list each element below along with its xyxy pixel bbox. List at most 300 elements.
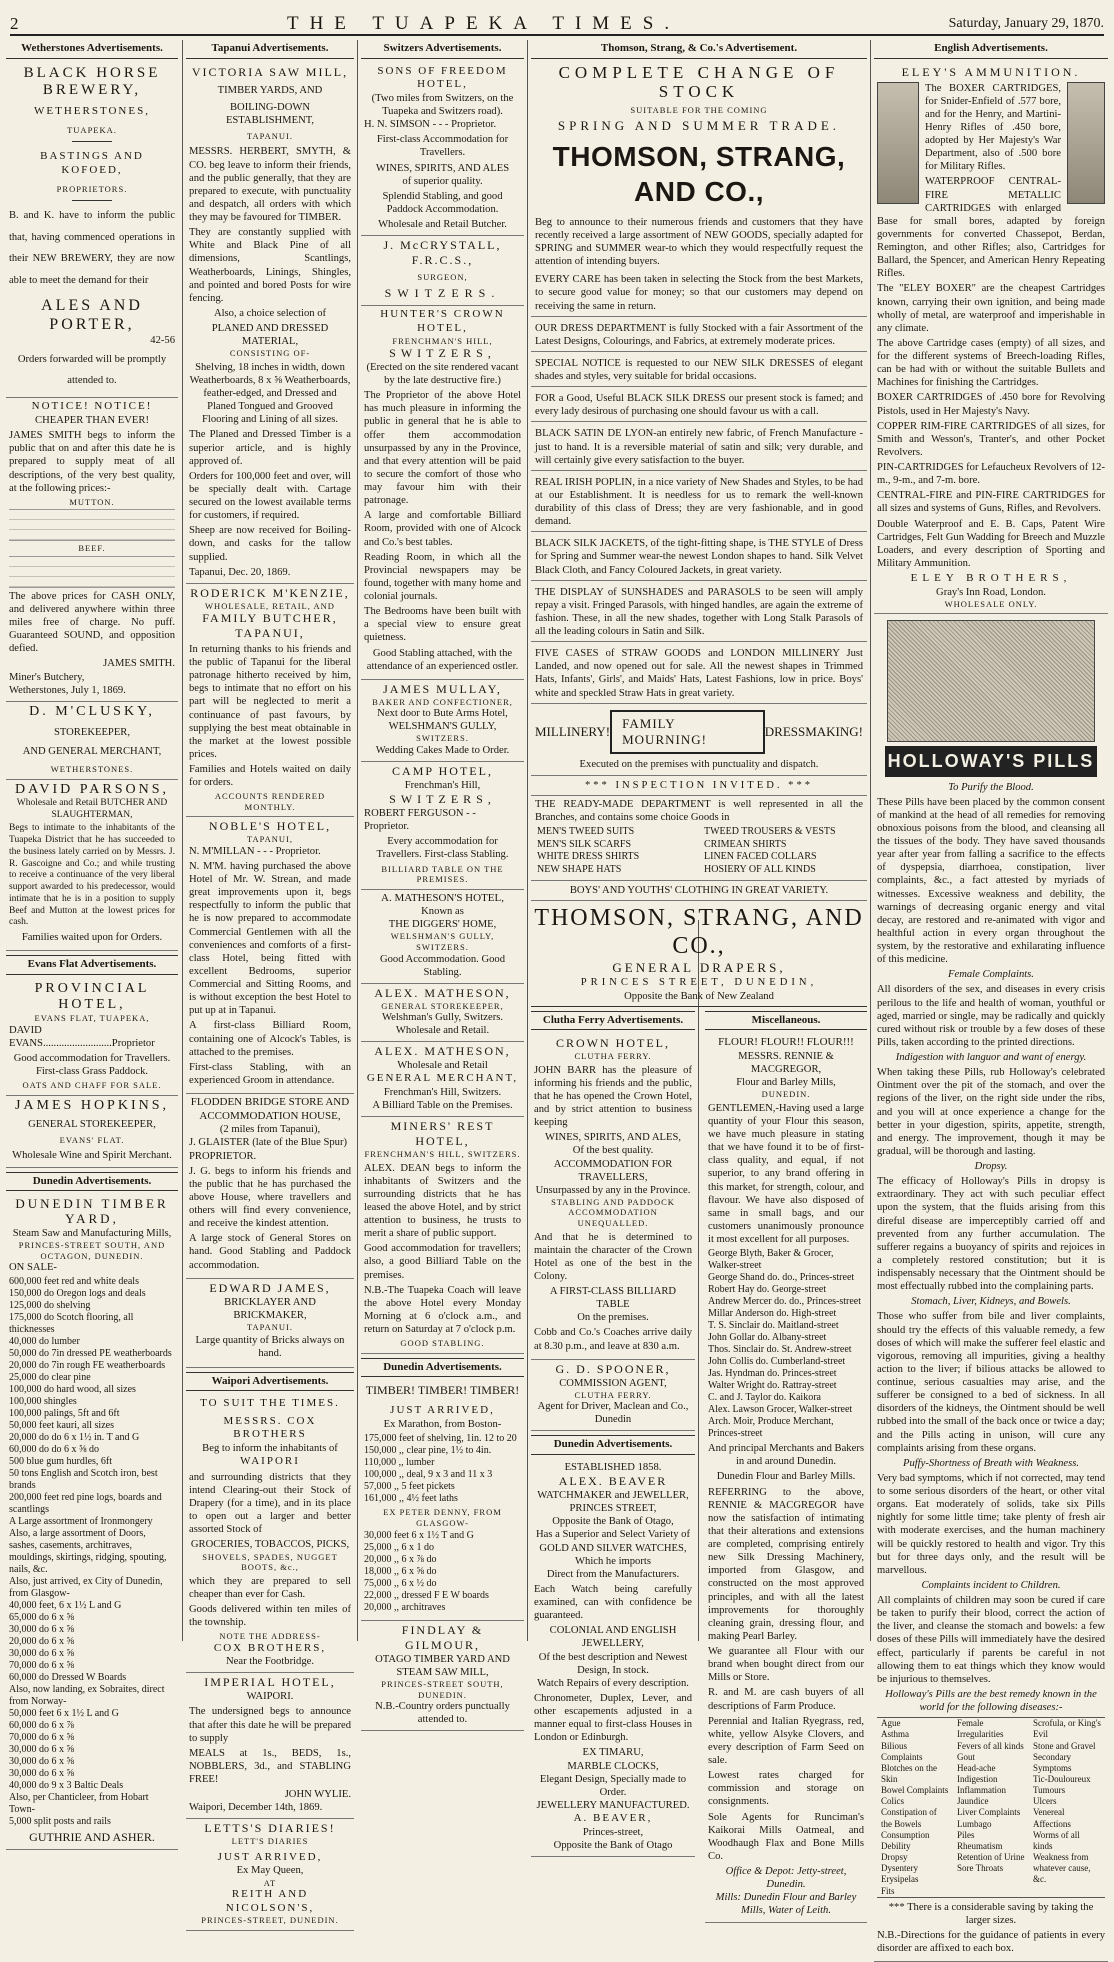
list-item: WHITE DRESS SHIRTS <box>537 851 640 863</box>
ad-place: TAPANUI. <box>247 130 293 141</box>
ad-role: GENERAL STOREKEEPER, <box>28 1118 156 1130</box>
ad-arr: JUST ARRIVED, <box>217 1850 323 1863</box>
ailments-col <box>877 1718 953 1897</box>
list-item: Head-ache <box>957 1762 996 1773</box>
section-header: Dunedin Advertisements. <box>361 1358 524 1378</box>
list-item: Also, a large assortment of Doors, sashes, casements, architraves, mouldings, skirtings, ridging, spouting, nails, &c. <box>9 1528 167 1576</box>
list-item: 100,000 do hard wood, all sizes <box>9 1384 136 1396</box>
list-item: Jas. Hyndman do. Princes-street <box>708 1368 837 1380</box>
ad-place: EVANS' FLAT. <box>59 1134 125 1145</box>
ad-title: DAVID PARSONS, <box>14 781 170 797</box>
list-item: Asthma <box>881 1729 909 1740</box>
ad-body: They are constantly supplied with White and Black Pine of all dimensions, Scantlings, Weatherboards, Linings, Shingles, and pointed and bored Posts for wire fencing. <box>189 227 351 304</box>
service-dressmaking: DRESSMAKING! <box>764 723 863 739</box>
service-mourning: FAMILY MOURNING! <box>610 710 765 754</box>
ad-body: Watch Repairs of every description. <box>537 1677 689 1689</box>
ad-tail: ACCOUNTS RENDERED MONTHLY. <box>214 791 326 812</box>
list-item: 175,000 feet of shelving, 1in. 12 to 20 <box>364 1432 517 1444</box>
ad-body: Sole Agents for Runciman's Kaikorai Mills Oatmeal, and Woodhaugh Flax and Bone Mills Co. <box>708 1811 864 1862</box>
list-item: Also, now landing, ex Sobraites, direct from Norway- <box>9 1684 165 1708</box>
list-item: Ulcers <box>1033 1796 1057 1807</box>
ad-title: SONS OF FREEDOM HOTEL, <box>377 64 508 91</box>
list-item: 30,000 do 6 x ⅝ <box>9 1624 74 1636</box>
ad-head: FLOUR! FLOUR!! FLOUR!!! <box>718 1036 854 1049</box>
ad-dated: Wetherstones, July 1, 1869. <box>9 684 126 696</box>
list-item: 5,000 split posts and rails <box>9 1816 111 1828</box>
ad-role: WATCHMAKER and JEWELLER, <box>537 1490 689 1502</box>
list-item: Lumbago <box>957 1818 992 1829</box>
ad-body: REFERRING to the above, RENNIE & MACGREGOR have now the satisfaction of intimating that their alterations and extensions are completed, comprising entirely new Silk Dressing Machinery, imported from Glasgow, and constructed on the most approved principles, and with all the latest improvements for thoroughly cleaning grain, dressing flour, and making Pearl Barley. <box>708 1486 864 1642</box>
ad-owner: J. GLAISTER (late of the Blue Spur) PROPRIETOR. <box>189 1137 347 1162</box>
ad-body: ALEX. DEAN begs to inform the inhabitants of Switzers and the surrounding districts that he has leased the above Hotel, and by strict attention to business, he trusts to merit a share of public support. <box>364 1162 521 1240</box>
ad-addr: Opposite the Bank of Otago <box>553 1839 673 1851</box>
list-item: Arch. Moir, Produce Merchant, Princes-street <box>708 1416 834 1440</box>
ad-body: Of the best quality. <box>572 1145 654 1157</box>
ad-place: SWITZERS, <box>389 346 496 361</box>
section-header: Miscellaneous. <box>705 1011 867 1031</box>
list-item: Robert Hay do. George-street <box>708 1284 827 1296</box>
ad-place: SWITZERS, <box>389 792 496 807</box>
list-item: Debility <box>881 1840 911 1851</box>
ad-subhead: Complaints incident to Children. <box>921 1579 1061 1591</box>
paragraph: SPECIAL NOTICE is requested to our NEW SILK DRESSES of elegant shades and styles, very suitable for bridal occasions. <box>531 354 867 387</box>
paragraph: REAL IRISH POPLIN, in a nice variety of New Shades and Styles, to be had at our Establishment. It is needless for us to remark the well-known durability of this class of Dress; they are very fashionable, and in good demand. <box>531 473 867 533</box>
cartridge-box-illustration-icon <box>1067 82 1105 204</box>
ad-place: CLUTHA FERRY. <box>574 1051 652 1062</box>
ad-title: JAMES HOPKINS, <box>14 1097 170 1113</box>
ad-subhead: Stomach, Liver, Kidneys, and Bowels. <box>911 1296 1071 1308</box>
ad-firm: THOMSON, STRANG, AND CO., <box>552 141 846 208</box>
ad-orders: Orders forwarded will be promptly attended to. <box>17 354 167 387</box>
ad-place: CLUTHA FERRY. <box>574 1389 652 1400</box>
ad-ex: Ex May Queen, <box>236 1865 304 1877</box>
list-item: 125,000 do shelving <box>9 1300 91 1312</box>
list-item: HOSIERY OF ALL KINDS <box>704 863 816 875</box>
ad-body: Orders for 100,000 feet and over, will be specially dealt with. Cartage secured on the lowest available terms for customers, if required. <box>189 470 351 522</box>
ad-tail: Wholesale and Retail. <box>395 1025 490 1037</box>
column-english <box>874 40 1108 1955</box>
ad-title: CROWN HOTEL, <box>556 1036 670 1051</box>
ad-imperial-hotel <box>186 1673 354 1819</box>
section-header: Wetherstones Advertisements. <box>6 40 178 59</box>
ad-sub: (Two miles from Switzers, on the Tuapeka and Switzers road). <box>371 92 514 117</box>
ad-place: WETHERSTONES. <box>50 764 134 775</box>
ad-title: ALEX. BEAVER <box>558 1474 668 1489</box>
ad-nb: N.B.-Directions for the guidance of patients in every disorder are affixed to each box. <box>877 1929 1105 1955</box>
ad-mcclusky <box>6 702 178 780</box>
ad-note: NOTE THE ADDRESS- <box>219 1631 321 1642</box>
ad-body: Double Waterproof and E. B. Caps, Patent Wire Cartridges, Felt Gun Wadding for Breech and Muzzle Loaders, and every description of Sporting and Military Ammunition. <box>877 518 1105 569</box>
ad-body: The undersigned begs to announce that after this date he will be prepared to supply <box>189 1706 351 1744</box>
list-item: 50,000 do 7in dressed PE weatherboards <box>9 1348 172 1360</box>
ad-sub: Known as <box>421 906 464 918</box>
ad-title: ALEX. MATHESON, <box>374 1044 511 1059</box>
ad-black-horse-brewery <box>6 63 178 399</box>
list-item: 70,000 do 6 x ⅝ <box>9 1732 74 1744</box>
ad-title: A. MATHESON'S HOTEL, <box>381 891 504 904</box>
ad-whole: WHOLESALE ONLY. <box>944 598 1038 609</box>
list-item: LINEN FACED COLLARS <box>704 851 817 863</box>
ad-edward-james <box>186 1279 354 1368</box>
ad-body: Cobb and Co.'s Coaches arrive daily at 8.30 p.m., and leave at 830 a.m. <box>534 1327 692 1352</box>
ad-body: A large and comfortable Billiard Room, provided with one of Alcock and Co.'s best tables. <box>364 510 521 548</box>
ad-james-mullay <box>361 680 524 762</box>
list-item: 100,000 shingles <box>9 1396 77 1408</box>
ad-firm: THOMSON, STRANG, AND CO., <box>534 905 864 959</box>
ad-title: J. McCRYSTALL, F.R.C.S., <box>383 238 502 267</box>
menswear-grid <box>531 826 867 876</box>
ad-tail: Wedding Cakes Made to Order. <box>375 745 510 756</box>
ad-place: TAPANUI. <box>247 1321 293 1332</box>
ad-tail: Agent for Driver, Maclean and Co., Dunedin <box>537 1401 689 1426</box>
list-item: 65,000 do 6 x ⅝ <box>9 1612 74 1624</box>
list-item: Indigestion <box>957 1774 998 1784</box>
list-item: 110,000 ,, lumber <box>364 1456 435 1468</box>
ad-product: ALES AND PORTER, <box>41 297 143 333</box>
list-item: 50,000 feet kauri, all sizes <box>9 1420 114 1432</box>
ad-body: Good accommodation for travellers; also, a good Billiard Table on the premises. <box>364 1243 521 1281</box>
list-item: Female Irregularities <box>957 1718 1004 1740</box>
ad-body: which they are prepared to sell cheaper than ever for Cash. <box>189 1575 351 1600</box>
ad-tail: Wholesale Wine and Spirit Merchant. <box>12 1150 172 1162</box>
list-item: T. S. Sinclair do. Maitland-street <box>708 1320 839 1332</box>
list-item: TWEED TROUSERS & VESTS <box>704 826 836 838</box>
ad-body: of superior quality. <box>402 175 483 187</box>
list-item: Consumption <box>881 1829 930 1840</box>
list-item: 161,000 ,, 4½ feet laths <box>364 1492 458 1504</box>
list-item: 20,000 ,, architraves <box>364 1602 446 1614</box>
masthead <box>10 14 1104 36</box>
ad-at: AT <box>263 1877 277 1888</box>
ad-body: EX TIMARU, <box>582 1747 644 1759</box>
ad-place: DUNEDIN. <box>761 1089 811 1100</box>
ad-title: COX BROTHERS, <box>213 1641 327 1654</box>
ad-body: ACCOMMODATION FOR TRAVELLERS, <box>553 1158 673 1183</box>
testimonial-list <box>708 1248 864 1440</box>
ad-role: COMMISSION AGENT, <box>559 1377 667 1389</box>
ad-subhead: Indigestion with languor and want of energy. <box>895 1052 1087 1064</box>
ad-title: FLODDEN BRIDGE STORE AND ACCOMMODATION HOUSE, <box>190 1096 350 1122</box>
ad-sub: Frenchman's Hill, <box>404 780 481 791</box>
ad-owner: ROBERT FERGUSON - - Proprietor. <box>364 808 476 833</box>
list-item: 30,000 do 6 x ⅝ <box>9 1648 74 1660</box>
ad-body: Reading Room, in which all the Provincial newspapers may be found, together with many home and colonial journals. <box>364 551 521 603</box>
ad-tail: Families waited upon for Orders. <box>21 932 163 944</box>
price-table <box>9 556 175 588</box>
list-item: Thos. Sinclair do. St. Andrew-street <box>708 1344 852 1356</box>
section-header: Tapanui Advertisements. <box>186 40 354 59</box>
list-item: Secondary Symptoms <box>1033 1751 1072 1773</box>
ad-body: and surrounding districts that they intend Clearing-out their Stock of Drapery (for a time), and in its place to open out a larger and better assorted Stock of <box>189 1471 351 1536</box>
list-item: 40,000 feet, 6 x 1½ L and G <box>9 1600 122 1612</box>
ad-dated: Waipori, December 14th, 1869. <box>189 1802 323 1814</box>
list-item: Also, per Chanticleer, from Hobart Town- <box>9 1792 149 1816</box>
paragraph: EVERY CARE has been taken in selecting the Stock from the best Markets, to secure good value for money; so that our customers may depend on receiving the same in return. <box>531 270 867 316</box>
ad-body: Goods delivered within ten miles of the township. <box>189 1603 351 1629</box>
list-item: Inflammation <box>957 1785 1006 1796</box>
list-item: 40,000 do lumber <box>9 1336 80 1348</box>
ad-drapers: GENERAL DRAPERS, <box>612 960 786 976</box>
ad-sale: ON SALE- <box>9 1262 57 1274</box>
ad-body: WINES, SPIRITS, AND ALES <box>375 162 510 174</box>
ad-exec: Executed on the premises with punctuality and dispatch. <box>531 758 867 776</box>
ad-invite: *** INSPECTION INVITED. *** <box>531 776 867 796</box>
ad-list: Shelving, 18 inches in width, down Weatherboards, 8 x ⅝ Weatherboards, feather-edged, and Dressed and Planed Tongued and Grooved Flooring and Lining of all sizes. <box>189 361 351 426</box>
list-item: 30,000 do 6 x ⅝ <box>9 1756 74 1768</box>
ad-body: WINES, SPIRITS, AND ALES, <box>545 1132 681 1144</box>
ailments-col <box>953 1718 1029 1897</box>
ad-james-hopkins <box>6 1096 178 1168</box>
ad-title: PROVINCIAL HOTEL, <box>34 980 150 1013</box>
ad-body: The "ELEY BOXER" are the cheapest Cartridges known, carrying their own ignition, and being made wholly of metal, are waterproof and imperishable in any climate. <box>877 283 1105 334</box>
ad-sign: GUTHRIE AND ASHER. <box>29 1830 155 1845</box>
ad-body: Has a Superior and Select Variety of <box>536 1529 690 1541</box>
list-item: John Collis do. Cumberland-street <box>708 1356 846 1368</box>
ad-title: CAMP HOTEL, <box>392 764 493 779</box>
ad-body: The Bedrooms have been built with a special view to ensure great quietness. <box>364 606 521 644</box>
ad-place: SWITZERS. <box>384 286 501 301</box>
ad-tail: OATS AND CHAFF FOR SALE. <box>22 1080 162 1091</box>
ad-victoria-saw-mill <box>186 63 354 584</box>
ad-title: VICTORIA SAW MILL, <box>191 64 349 79</box>
ad-place: WELSHMAN'S GULLY, SWITZERS. <box>390 931 495 952</box>
ad-body: Families and Hotels waited on daily for orders. <box>189 764 351 789</box>
list-item: 60,000 do Dressed W Boards <box>9 1672 127 1684</box>
ad-body: Of the best description and Newest Design, In stock. <box>538 1651 688 1676</box>
ad-body: The above Cartridge cases (empty) of all sizes, and for the different systems of Breech-loading Rifles, can be had with or without the suitable Bullets and Machines for finishing the Cartridges. <box>877 337 1105 389</box>
ad-body: Lowest rates charged for commission and storage on consignments. <box>708 1770 864 1808</box>
ad-flodden-bridge <box>186 1094 354 1279</box>
ad-title: RODERICK M'KENZIE, <box>190 585 350 600</box>
list-item: Fevers of all kinds <box>957 1740 1024 1751</box>
ad-place: Welshman's Gully, Switzers. <box>381 1012 503 1024</box>
menswear-list-a <box>537 826 694 876</box>
ad-alex-beaver <box>531 1459 695 1857</box>
list-item: Bowel Complaints <box>881 1785 949 1796</box>
page-number: 2 <box>10 14 19 33</box>
column-wetherstones <box>6 40 178 1845</box>
ad-title: ELEY'S AMMUNITION. <box>901 64 1081 79</box>
ad-body: Very bad symptoms, which if not corrected, may tend to some serious disorders of the heart, or other vital organs. Eat moderately of solids, take six Pills nightly for some little time; take plenty of fresh air with moderate exercises, and the human machinery will be quickly restored to health and vigor. Try this but for three days only, and the result will be marvellous. <box>877 1472 1105 1576</box>
ad-tail: A Billiard Table on the Premises. <box>372 1100 513 1112</box>
ad-body: MARBLE CLOCKS, <box>567 1760 659 1772</box>
column-rule <box>182 40 183 1641</box>
section-header: Thomson, Strang, & Co.'s Advertisement. <box>531 40 867 59</box>
ad-miners-rest <box>361 1117 524 1353</box>
column-rule <box>870 40 871 1641</box>
ad-goods: SHOVELS, SPADES, NUGGET BOOTS, &c., <box>202 1551 338 1573</box>
list-item: Tic-Douloureux <box>1033 1774 1091 1784</box>
column-thomson-strang <box>531 40 867 1917</box>
ad-body: Which he imports <box>575 1555 651 1567</box>
ad-james-smith-butcher <box>6 398 178 701</box>
section-header: Evans Flat Advertisements. <box>6 955 178 975</box>
ad-ready: THE READY-MADE DEPARTMENT is well represented in all the Branches, and contains some choice Goods in <box>535 799 863 824</box>
ad-tail: BILLIARD TABLE ON THE PREMISES. <box>381 863 504 885</box>
list-item: 20,000 do 7in rough FE weatherboards <box>9 1360 166 1372</box>
list-item: Blotches on the Skin <box>881 1762 937 1784</box>
ad-body: MESSRS. HERBERT, SMYTH, & CO. beg leave to inform their friends, and the public generally, that they are prepared to execute, with punctuality and despatch, all orders with which they may be favoured for TIMBER. <box>189 146 351 224</box>
ad-near: Near the Footbridge. <box>226 1656 314 1668</box>
timber-list <box>364 1433 521 1505</box>
ad-cons: CONSISTING OF- <box>229 348 311 359</box>
ad-title: IMPERIAL HOTEL, <box>204 1675 336 1690</box>
section-header: Dunedin Advertisements. <box>6 1172 178 1192</box>
ad-subhead: Puffy-Shortness of Breath with Weakness. <box>902 1457 1080 1469</box>
section-header: Switzers Advertisements. <box>361 40 524 59</box>
ad-role: PROPRIETORS. <box>56 183 128 194</box>
paragraph: FIVE CASES of STRAW GOODS and LONDON MILLINERY Just Landed, and now opened out for sale. All the newest shapes in Trimmed Hats, Infants', Girls', and Maids' Hats, Latest Fashions, low in price. Boys' white and speckled Straw Hats in great variety. <box>531 644 867 704</box>
ad-body: The Proprietor of the above Hotel has much pleasure in informing the public in general that he is able to offer them accommodation unsurpassed by any in the Province, and that every attention will be paid to secure the comfort of those who may favour him with their patronage. <box>364 390 521 507</box>
list-item: Dysentery <box>881 1863 918 1874</box>
paragraph: THE DISPLAY of SUNSHADES and PARASOLS to be seen will amply repay a visit. Fringed Parasols, with hinged handles, are again the extreme of fashion. These, in all the new shades, together with Long Stalk Parasols of all the leading colours in Satin and Silk. <box>531 583 867 643</box>
ad-tail: The above prices for CASH ONLY, and delivered anywhere within three miles free of charge. No puff. Guaranteed SOUND, and opposition defied. <box>9 590 175 655</box>
ad-body: GENTLEMEN,-Having used a large quantity of your Flour this season, we have much pleasure in stating that we have found it to be of first-class quality, and equal, if not superior, to any brand offering in this market, for strength, colour, and flavour. We have also disposed of same in small bags, and our customers unanimously pronounce it most excellent for all purposes. <box>708 1102 864 1246</box>
list-item: Liver Complaints <box>957 1807 1021 1818</box>
ad-addr: Gray's Inn Road, London. <box>936 586 1046 598</box>
ad-body: And that he is determined to maintain the character of the Crown Hotel as one of the best in the Colony. <box>534 1231 692 1282</box>
column-tapanui <box>186 40 354 1926</box>
ad-body: Beg to inform the inhabitants of <box>202 1443 338 1455</box>
section-header: Dunedin Advertisements. <box>531 1435 695 1455</box>
list-item: 100,000 palings, 5ft and 6ft <box>9 1408 120 1420</box>
ad-body: On the premises. <box>577 1312 649 1324</box>
list-item: 150,000 do Oregon logs and deals <box>9 1288 146 1300</box>
ad-body: Good Stabling attached, with the attendance of an experienced ostler. <box>366 647 519 672</box>
list-item: 20,000 ,, 6 x ⅞ do <box>364 1554 437 1566</box>
ad-place: PRINCES-STREET SOUTH, DUNEDIN. <box>381 1679 504 1700</box>
list-item: 100,000 ,, deal, 9 x 3 and 11 x 3 <box>364 1468 493 1480</box>
ad-body: N. M'M. having purchased the above Hotel of Mr. W. Strean, and made great improvements upon it, begs respectfully to inform the public that he is now prepared to accommodate Commercial Gentlemen with all the conveniences and comforts of a first-class Hotel, being fitted with excellent Bedrooms, superior Commercial and Sitting Rooms, and is without exception the best Hotel to put up at in Tapanui. <box>189 860 351 1017</box>
ad-body: N.B.-The Tuapeka Coach will leave the above Hotel every Monday Morning at 6 o'clock a.m., and return on Saturday at 7 o'clock p.m. <box>364 1284 521 1336</box>
list-item: Weakness from whatever cause, &c. <box>1033 1852 1091 1885</box>
ad-role: Steam Saw and Manufacturing Mills, <box>12 1228 172 1240</box>
ad-body: Good accommodation for Travellers. First-class Grass Paddock. <box>13 1052 171 1078</box>
list-item: Venereal Affections <box>1033 1807 1071 1829</box>
divider <box>72 141 112 142</box>
ad-rennie-macgregor <box>705 1034 867 1922</box>
list-item: 60,000 do 6 x ⅞ <box>9 1720 74 1732</box>
list-item: A Large assortment of Ironmongery <box>9 1516 153 1528</box>
list-item: 70,000 do 6 x ⅝ <box>9 1660 74 1672</box>
ad-est: ESTABLISHED 1858. <box>564 1462 662 1474</box>
ad-owners: BASTINGS AND KOFOED, <box>40 150 144 176</box>
list-item: 30,000 feet 6 x 1½ T and G <box>364 1530 474 1542</box>
ad-body: Each Watch being carefully examined, can with confidence be guaranteed. <box>534 1583 692 1622</box>
list-item: 50,000 feet 6 x 1½ L and G <box>9 1708 119 1720</box>
list-item: Stone and Gravel <box>1033 1740 1096 1751</box>
ad-tail: Wholesale and Retail Butcher. <box>378 219 507 230</box>
ad-title: DUNEDIN TIMBER YARD, <box>15 1196 169 1227</box>
ad-office: Office & Depot: Jetty-street, Dunedin. <box>725 1866 847 1891</box>
list-item: 200,000 feet red pine logs, boards and scantlings <box>9 1492 162 1516</box>
ad-arr: JUST ARRIVED, <box>390 1404 495 1417</box>
engraving-illustration-icon <box>887 620 1095 742</box>
list-item: Retention of Urine <box>957 1852 1025 1863</box>
ad-title: LETTS'S DIARIES! <box>204 1821 336 1836</box>
list-item: Erysipelas <box>881 1874 919 1885</box>
ad-body: MEALS at 1s., BEDS, 1s., NOBBLERS, 3d., and STABLING FREE! <box>189 1747 351 1786</box>
list-item: Rheumatism <box>957 1840 1003 1851</box>
ad-role: Flour and Barley Mills, <box>736 1077 836 1089</box>
ad-body: All complaints of children may soon be cured if care be taken to purify their blood, correct the action of the liver, and cleanse the stomach and bowels: a few doses of these Pills will immediately have the desired effect, particularly if parents be careful in not allowing them to eat things which they know would be injurious to themselves. <box>877 1595 1105 1685</box>
ad-body: First-class Stabling, with an experienced Groom in attendance. <box>189 1061 351 1086</box>
ad-head: TO SUIT THE TIMES. <box>200 1397 340 1410</box>
ad-headline: COMPLETE CHANGE OF STOCK <box>558 62 840 102</box>
ad-body: All disorders of the sex, and diseases in every crisis perilous to the life and health of woman, youthful or aged, married or single, may be radically and quickly cured without risk or trouble by a few doses of these Pills, taken according to the printed directions. <box>877 984 1105 1048</box>
ad-roderick-mckenzie <box>186 584 354 818</box>
list-item: NEW SHAPE HATS <box>537 863 622 875</box>
ad-body: A large stock of General Stores on hand. Good Stabling and Paddock accommodation. <box>189 1233 351 1271</box>
list-item: Andrew Mercer do. do., Princes-street <box>708 1296 862 1308</box>
ad-body: R. and M. are cash buyers of all descriptions of Farm Produce. <box>708 1687 864 1712</box>
ad-body: Direct from the Manufacturers. <box>546 1568 680 1580</box>
ad-saving: *** There is a considerable saving by taking the larger sizes. <box>888 1901 1094 1926</box>
ad-title: MESSRS. COX BROTHERS <box>223 1414 317 1441</box>
list-item: 57,000 ,, 5 feet pickets <box>364 1480 455 1492</box>
ad-title: MINERS' REST HOTEL, <box>390 1119 495 1149</box>
paragraph: BLACK SATIN DE LYON-an entirely new fabric, of French Manufacture -just to hand. It is a reversible material of satin and silk; very durable, and will certainly give every satisfaction to the buyer. <box>531 424 867 470</box>
ad-shop: Miner's Butchery, <box>9 671 85 683</box>
ad-nobles-hotel <box>186 817 354 1094</box>
ad-cheaper: CHEAPER THAN EVER! <box>35 415 149 427</box>
list-item: 20,000 do 6 x ⅝ <box>9 1636 74 1648</box>
list-item: 25,000 do clear pine <box>9 1372 91 1384</box>
ad-banner: HOLLOWAY'S PILLS <box>885 746 1097 776</box>
ad-findlay-gilmour <box>361 1621 524 1731</box>
ad-notice: NOTICE! NOTICE! <box>31 400 153 413</box>
split-section <box>531 1007 867 1923</box>
ad-goods: GROCERIES, TOBACCOS, PICKS, <box>190 1539 350 1551</box>
ad-body: First-class Accommodation for Travellers. <box>376 134 509 159</box>
ad-role: STOREKEEPER, <box>53 726 131 738</box>
ad-opp: Opposite the Bank of Otago, <box>552 1516 674 1528</box>
ad-title: NOBLE'S HOTEL, <box>208 819 332 834</box>
list-item: Sore Throats <box>957 1863 1004 1874</box>
cartridge-illustration-icon <box>877 82 919 204</box>
list-item: Worms of all kinds <box>1033 1829 1080 1851</box>
misc-column <box>699 1007 867 1923</box>
service-millinery: MILLINERY! <box>535 723 611 739</box>
section-header: English Advertisements. <box>874 40 1108 59</box>
ad-title: G. D. SPOONER, <box>555 1361 671 1376</box>
ad-body: J. G. begs to inform his friends and the public that he has purchased the above House, where travellers and others will find every convenience, and receive the kindest attention. <box>189 1165 351 1230</box>
ad-body: Sheep are now received for Boiling-down, and casks for the tallow supplied. <box>189 525 351 563</box>
ailments-table <box>877 1717 1105 1898</box>
ad-body: In returning thanks to his friends and the public of Tapanui for the liberal patronage hitherto received by him, begs to intimate that no effort on his part will be neglected to merit a continuance of past favours, by supplying the best meat obtainable in the market at the lowest possible prices. <box>189 643 351 760</box>
list-item: CRIMEAN SHIRTS <box>704 838 787 850</box>
ad-body: The BOXER CARTRIDGES, for Snider-Enfield of .577 bore, and for the Henry, and Martini-Henry Rifles of .450 bore, adopted by Her Majesty's War Department, also of .500 bore for Military Rifles. <box>925 82 1061 173</box>
ad-body: JOHN BARR has the pleasure of informing his friends and the public, that he has opened the Crown Hotel, and by strict attention to business keeping <box>534 1064 692 1129</box>
list-item: 25,000 ,, 6 x 1 do <box>364 1542 434 1554</box>
list-item: 40,000 do 9 x 3 Baltic Deals <box>9 1780 124 1792</box>
list-item: 150,000 ,, clear pine, 1½ to 4in. <box>364 1444 492 1456</box>
ad-street: PRINCES STREET, DUNEDIN, <box>580 977 818 989</box>
ad-letts-diaries <box>186 1819 354 1930</box>
ad-tail: N.B.-Country orders punctually attended to. <box>375 1701 510 1726</box>
ad-david-parsons <box>6 780 178 952</box>
ad-crown-hotel <box>531 1034 695 1359</box>
ad-subhead: To Purify the Blood. <box>948 781 1034 793</box>
list-item: Dropsy <box>881 1852 908 1863</box>
list-item: 600,000 feet red and white deals <box>9 1276 139 1288</box>
ad-sub: FRENCHMAN'S HILL, <box>392 335 493 346</box>
ad-body: Large quantity of Bricks always on hand. <box>195 1335 345 1360</box>
list-item: Tumours <box>1033 1785 1066 1796</box>
ad-role: FAMILY BUTCHER, <box>202 611 338 626</box>
ad-role: GENERAL STOREKEEPER, <box>381 1000 504 1011</box>
ad-title: EDWARD JAMES, <box>209 1280 331 1295</box>
